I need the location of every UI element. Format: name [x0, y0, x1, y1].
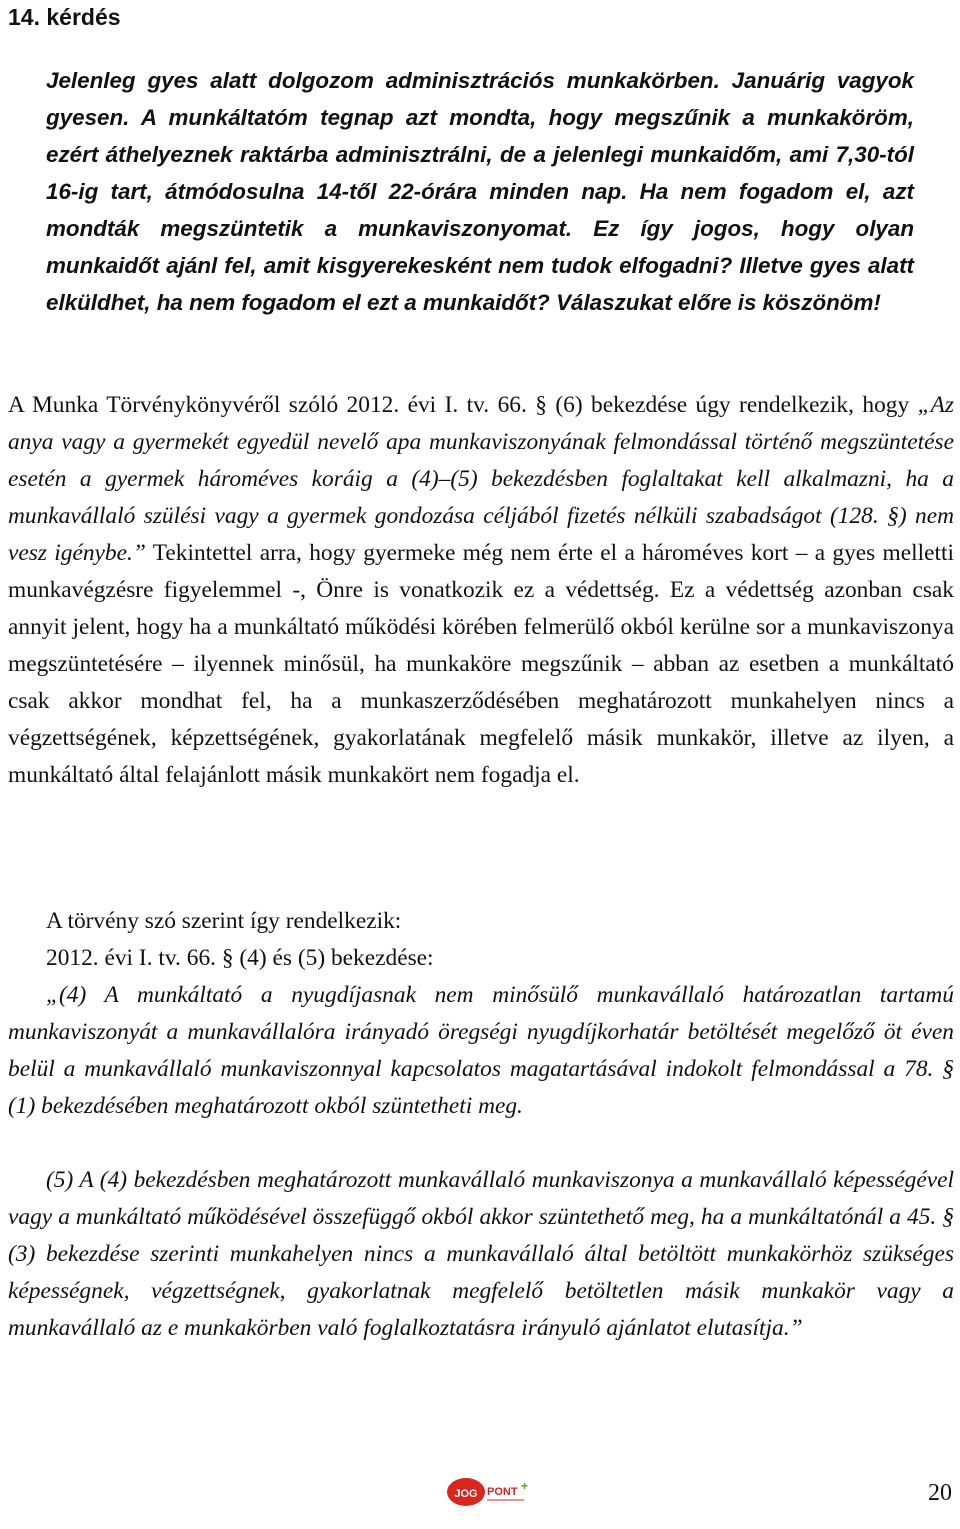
- answer-intro: A Munka Törvénykönyvéről szóló 2012. évi I. tv. 66. § (6) bekezdése úgy rendelkezik, hogy: [8, 392, 918, 418]
- page-heading: 14. kérdés: [8, 4, 121, 30]
- question-text: Jelenleg gyes alatt dolgozom adminisztrációs munkakörben. Januárig vagyok gyesen. A munkáltatóm tegnap azt mondta, hogy megszűnik a munkaköröm, ezért áthelyeznek raktárba adminisztrálni, de a jelenlegi munkaidőm, ami 7,30-tól 16-ig tart, átmódosulna 14-től 22-órára minden nap. Ha nem fogadom el, azt mondták megszüntetik a munkaviszonyomat. Ez így jogos, hogy olyan munkaidőt ajánl fel, amit kisgyerekesként nem tudok elfogadni? Illetve gyes alatt elküldhet, ha nem fogadom el ezt a munkaidőt? Válaszukat előre is köszönöm!: [46, 68, 914, 315]
- answer-paragraph: [8, 387, 954, 794]
- law-quote-66-6: „Az anya vagy a gyermekét egyedül nevelő apa munkaviszonyának felmondással történő megszüntetése esetén a gyermek hároméves koráig a (4)–(5) bekezdésben foglaltakat kell alkalmazni, ha a munkavállaló szülési vagy a gyermek gondozása céljából fizetés nélküli szabadságot (128. §) nem vesz igénybe.”: [8, 392, 954, 566]
- law-quote-5: (5) A (4) bekezdésben meghatározott munkavállaló munkaviszonya a munkavállaló képességével vagy a munkáltató működésével összefüggő okból akkor szüntethető meg, ha a munkáltatónál a 45. § (3) bekezdése szerinti munkahelyen nincs a munkavállaló által betöltött munkakörhöz szükséges képességnek, végzettségnek, gyakorlatnak megfelelő betöltetlen másik munkakör vagy a munkavállaló az e munkakörben való foglalkoztatásra irányuló ajánlatot elutasítja.”: [8, 1167, 954, 1341]
- logo-jog-text: JOG: [454, 1488, 478, 1500]
- jogpont-logo: [446, 1476, 530, 1508]
- logo-plus-text: +: [521, 1479, 529, 1493]
- law-reference: 2012. évi I. tv. 66. § (4) és (5) bekezdése:: [46, 945, 434, 971]
- law-intro: A törvény szó szerint így rendelkezik:: [46, 908, 402, 934]
- answer-explanation: Tekintettel arra, hogy gyermeke még nem érte el a hároméves kort – a gyes melletti munkavégzésre figyelemmel -, Önre is vonatkozik ez a védettség. Ez a védettség azonban csak annyit jelent, hogy ha a munkáltató működési körében felmerülő okból kerülne sor a munkaviszonya megszüntetésére – ilyennek minősül, ha munkaköre megszűnik – abban az esetben a munkáltató csak akkor mondhat fel, ha a munkaszerződésében meghatározott munkahelyen nincs a végzettségének, képzettségének, gyakorlatának megfelelő másik munkakör, illetve az ilyen, a munkáltató által felajánlott másik munkakört nem fogadja el.: [8, 540, 955, 788]
- law-quote-4: „(4) A munkáltató a nyugdíjasnak nem minősülő munkavállaló határozatlan tartamú munkaviszonyát a munkavállalóra irányadó öregségi nyugdíjkorhatár betöltését megelőző öt éven belül a munkavállaló munkaviszonnyal kapcsolatos magatartásával indokolt felmondással a 78. § (1) bekezdésében meghatározott okból szüntetheti meg.: [8, 982, 954, 1119]
- logo-pont-text: PONT: [487, 1486, 518, 1498]
- page-number: 20: [928, 1480, 952, 1506]
